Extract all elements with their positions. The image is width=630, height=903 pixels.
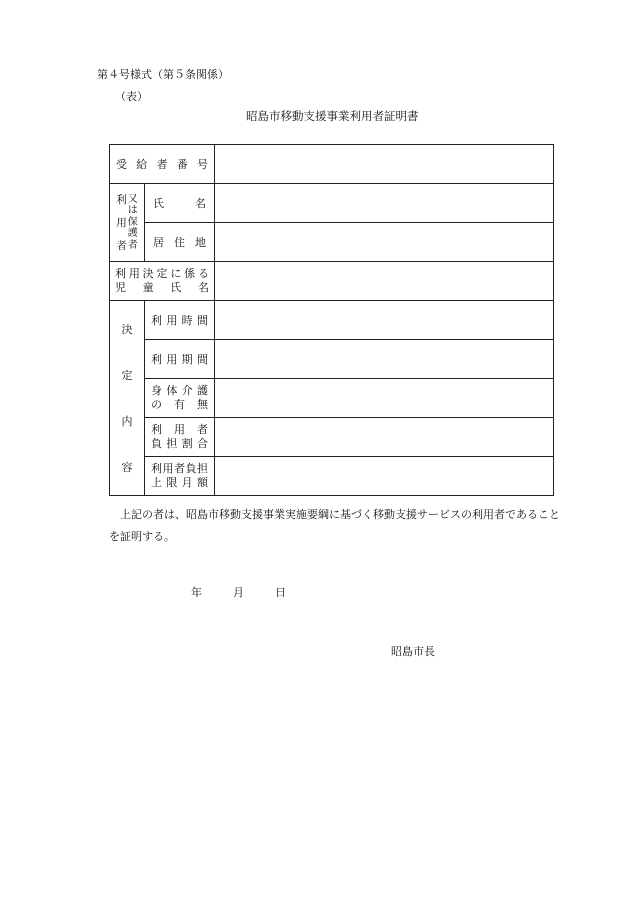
front-side-label: （表） bbox=[115, 90, 148, 103]
certification-statement: 上記の者は、昭島市移動支援事業実施要綱に基づく移動支援サービスの利用者であることを証明する。 bbox=[109, 508, 560, 543]
user-or-guardian-label-cell bbox=[110, 184, 145, 262]
guardian-col: 又 は 保 護 者 bbox=[127, 193, 138, 251]
usage-hours-row bbox=[110, 301, 554, 340]
physical-care-label: 身 体 介 護 の 有 無 bbox=[151, 384, 208, 411]
address-label: 居 住 地 bbox=[153, 236, 206, 249]
monthly-limit-label: 利 用 者 負 担 上 限 月 額 bbox=[151, 462, 208, 489]
usage-period-row bbox=[110, 340, 554, 379]
usage-period-label-cell bbox=[145, 340, 215, 379]
address-field[interactable] bbox=[215, 223, 554, 262]
month-label: 月 bbox=[233, 586, 244, 599]
monthly-limit-row bbox=[110, 457, 554, 496]
user-col: 利 用 者 bbox=[116, 193, 127, 252]
recipient-number-row bbox=[110, 145, 554, 184]
date-line bbox=[191, 584, 286, 600]
usage-period-field[interactable] bbox=[215, 340, 554, 379]
usage-hours-field[interactable] bbox=[215, 301, 554, 340]
recipient-number-label: 受 給 者 番 号 bbox=[116, 158, 208, 171]
user-or-guardian-label bbox=[110, 194, 144, 252]
address-row bbox=[110, 223, 554, 262]
child-name-label: 利 用 決 定 に 係 る 児 童 氏 名 bbox=[115, 267, 209, 294]
signer-title: 昭島市長 bbox=[391, 645, 435, 658]
usage-hours-label: 利 用 時 間 bbox=[151, 314, 208, 327]
year-label: 年 bbox=[191, 586, 202, 599]
child-name-label-cell bbox=[110, 262, 215, 301]
name-row bbox=[110, 184, 554, 223]
physical-care-label-cell bbox=[145, 379, 215, 418]
usage-period-label: 利 用 期 間 bbox=[151, 353, 208, 366]
document-title: 昭島市移動支援事業利用者証明書 bbox=[246, 109, 419, 123]
name-label: 氏 名 bbox=[153, 197, 206, 210]
recipient-number-label-cell bbox=[110, 145, 215, 184]
child-name-row bbox=[110, 262, 554, 301]
address-label-cell bbox=[145, 223, 215, 262]
decision-label-cell bbox=[110, 301, 145, 496]
name-field[interactable] bbox=[215, 184, 554, 223]
decision-label: 決 定 内 容 bbox=[121, 322, 133, 475]
name-label-cell bbox=[145, 184, 215, 223]
day-label: 日 bbox=[275, 586, 286, 599]
form-number-label: 第４号様式（第５条関係） bbox=[97, 68, 229, 81]
physical-care-field[interactable] bbox=[215, 379, 554, 418]
burden-ratio-row bbox=[110, 418, 554, 457]
usage-hours-label-cell bbox=[145, 301, 215, 340]
child-name-field[interactable] bbox=[215, 262, 554, 301]
monthly-limit-label-cell bbox=[145, 457, 215, 496]
burden-ratio-label: 利 用 者 負 担 割 合 bbox=[151, 423, 208, 450]
recipient-number-field[interactable] bbox=[215, 145, 554, 184]
physical-care-row bbox=[110, 379, 554, 418]
burden-ratio-label-cell bbox=[145, 418, 215, 457]
burden-ratio-field[interactable] bbox=[215, 418, 554, 457]
certificate-table bbox=[109, 144, 554, 496]
monthly-limit-field[interactable] bbox=[215, 457, 554, 496]
